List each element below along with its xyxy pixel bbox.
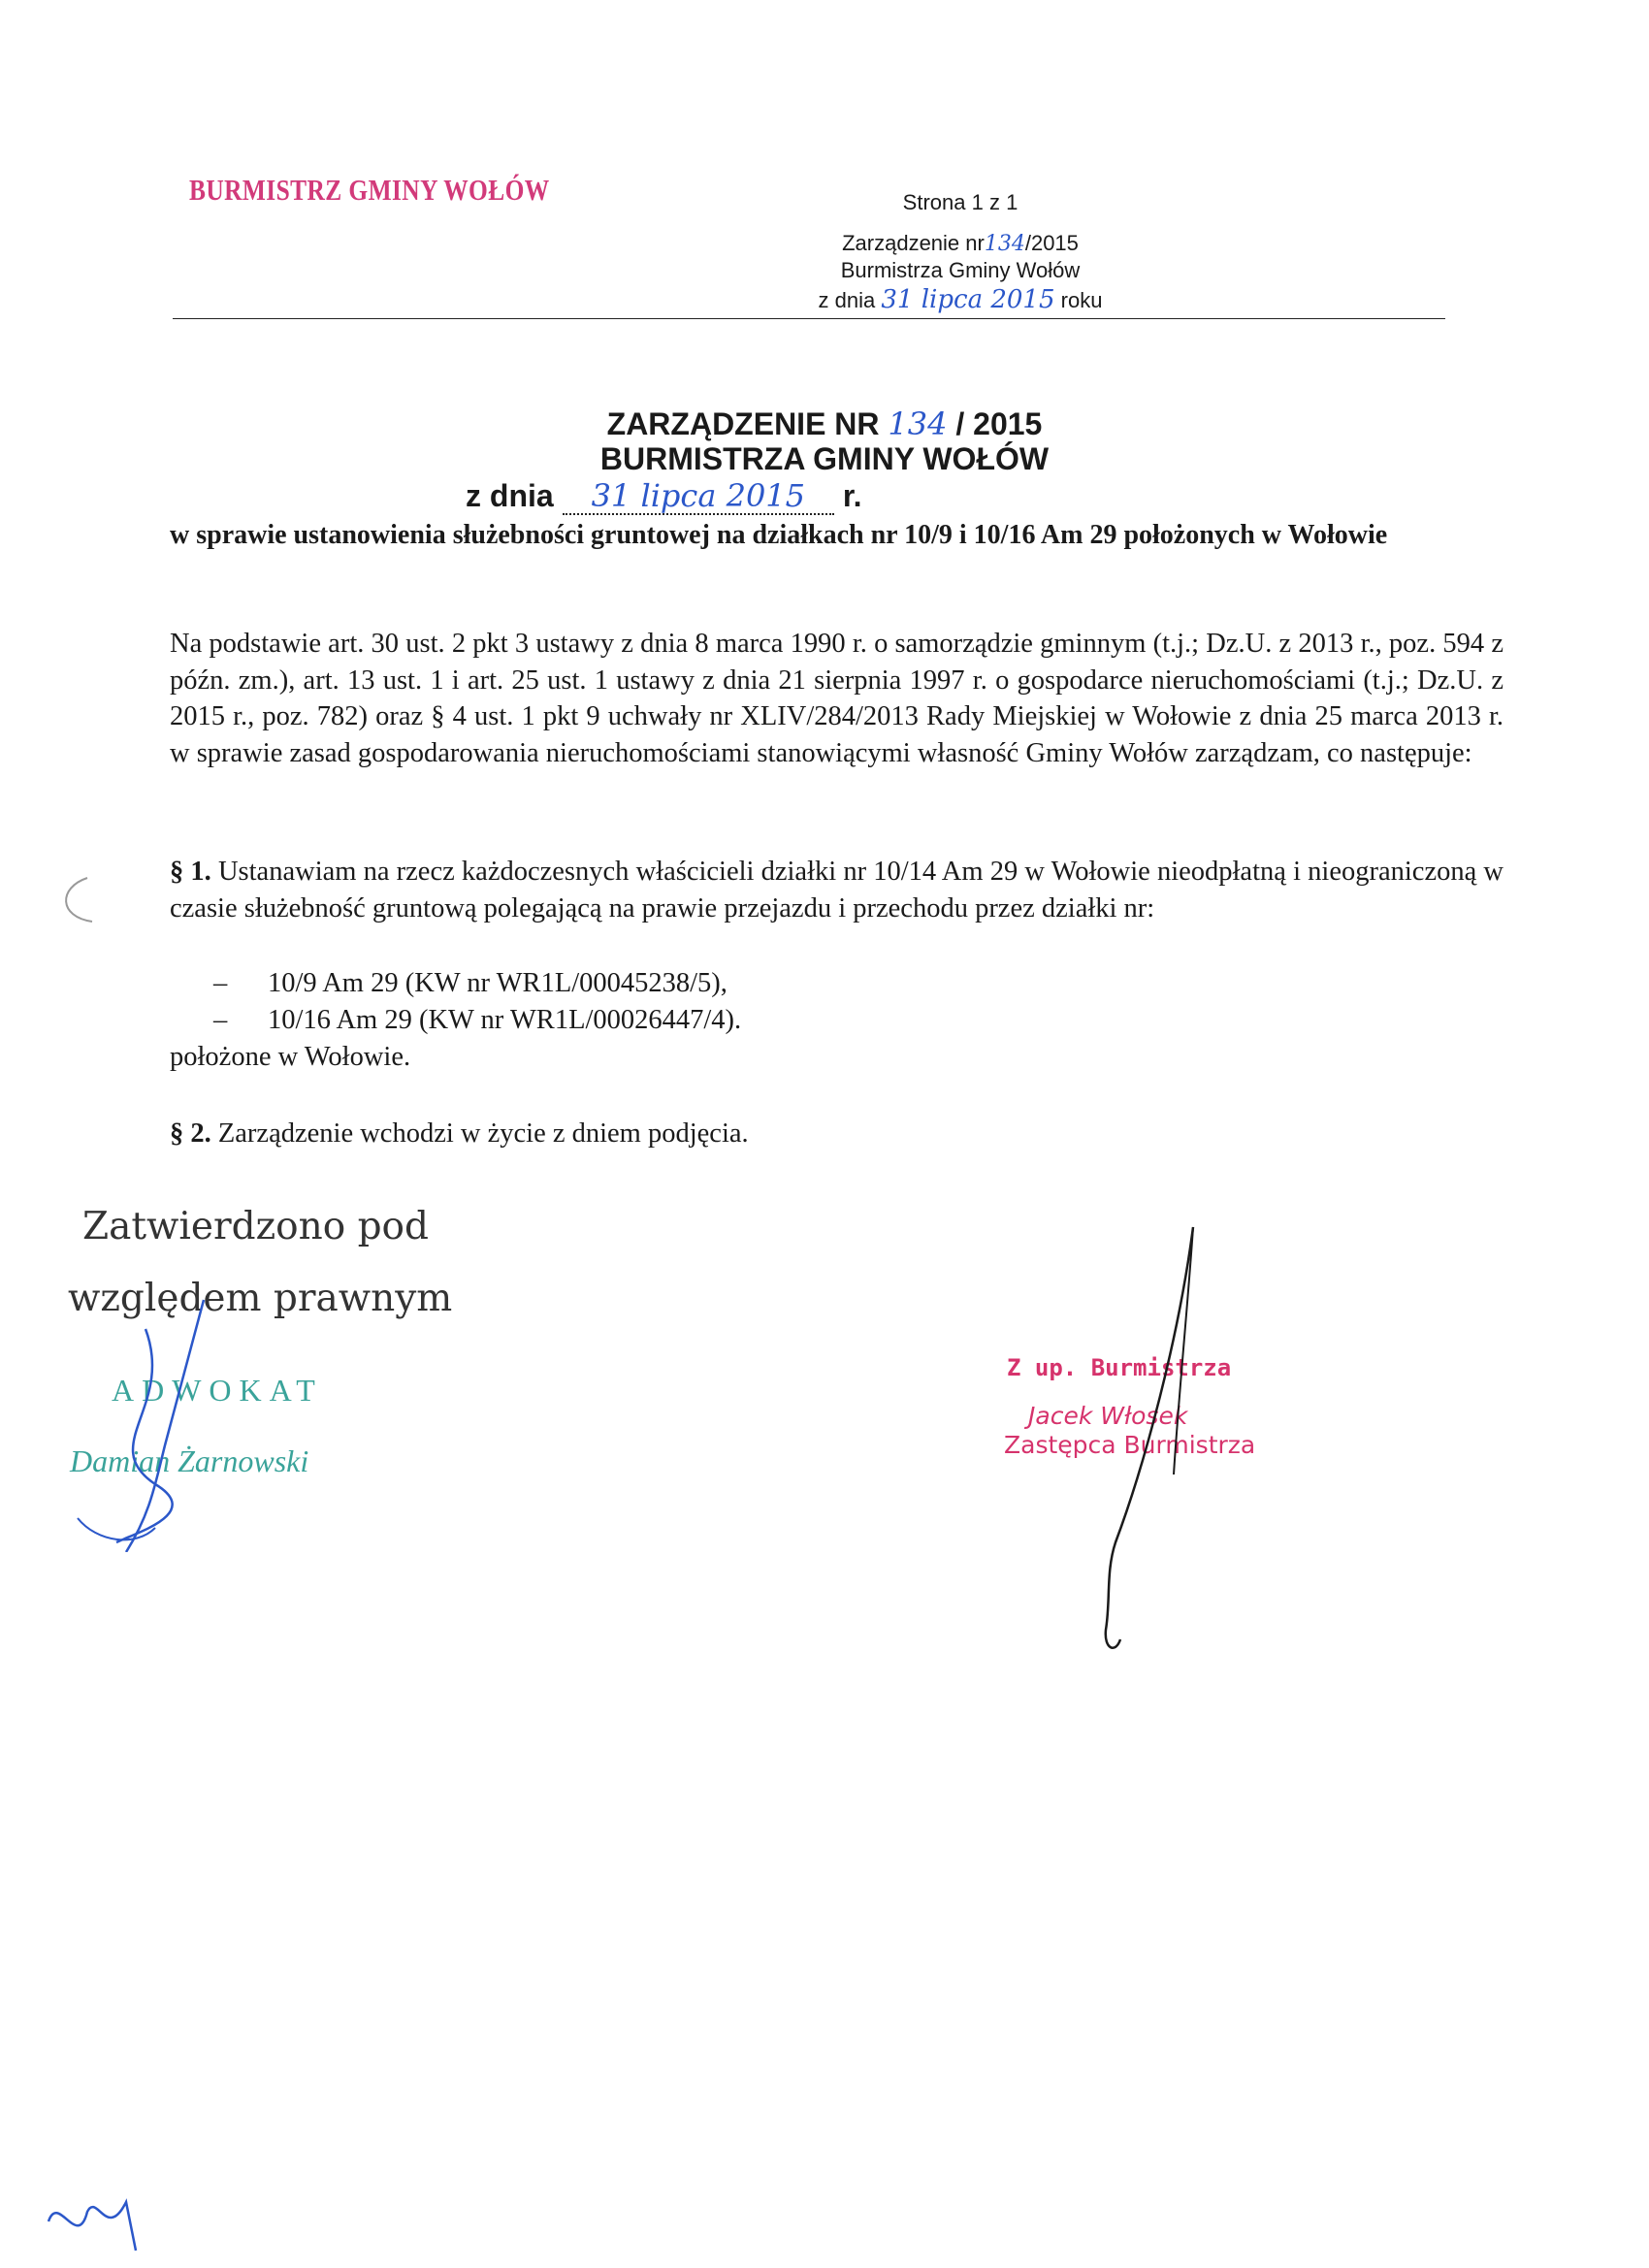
- section-2: [170, 1116, 1504, 1152]
- legal-basis: Na podstawie art. 30 ust. 2 pkt 3 ustawy z dnia 8 marca 1990 r. o samorządzie gminnym (t.j.; Dz.U. z 2013 r., poz. 594 z późn. zm.), art. 13 ust. 1 i art. 25 ust. 1 ustawy z dnia 21 sierpnia 1997 r. o gospodarce nieruchomościami (t.j.; Dz.U. z 2015 r., poz. 782) oraz § 4 ust. 1 pkt 9 uchwały nr XLIV/284/2013 Rady Miejskiej w Wołowie z dnia 25 marca 2013 r. w sprawie zasad gospodarowania nieruchomościami stanowiącymi własność Gminy Wołów zarządzam, co następuje:: [170, 629, 1504, 768]
- punch-hole-mark: [53, 873, 102, 931]
- header-date-suffix: roku: [1060, 288, 1103, 312]
- ordinance-prefix: Zarządzenie nr: [842, 231, 985, 255]
- list-item: – 10/9 Am 29 (KW nr WR1L/00045238/5),: [213, 968, 728, 998]
- mayor-stamp-line-1: Z up. Burmistrza: [1007, 1354, 1232, 1381]
- ordinance-subject: w sprawie ustanowienia służebności gruntowej na działkach nr 10/9 i 10/16 Am 29 położonych w Wołowie: [170, 520, 1388, 550]
- title-date-line: [466, 477, 1164, 514]
- issuer-line: Burmistrza Gminy Wołów: [840, 258, 1081, 282]
- title-issuer: BURMISTRZA GMINY WOŁÓW: [599, 441, 1050, 476]
- approval-line-1: Zatwierdzono pod: [82, 1205, 429, 1248]
- header-date-prefix: z dnia: [818, 288, 876, 312]
- issuer-stamp: BURMISTRZ GMINY WOŁÓW: [189, 173, 550, 207]
- section-2-text: Zarządzenie wchodzi w życie z dniem podjęcia.: [217, 1118, 749, 1149]
- title-number-handwritten: 134: [888, 405, 948, 442]
- title-prefix: ZARZĄDZENIE NR: [606, 406, 880, 441]
- lawyer-title: ADWOKAT: [112, 1373, 323, 1408]
- page-counter: Strona 1 z 1: [902, 190, 1018, 214]
- section-1: [170, 854, 1504, 926]
- header-date-line: [592, 285, 1329, 314]
- ordinance-suffix: /2015: [1024, 231, 1079, 255]
- header-rule: [173, 318, 1445, 319]
- section-2-label: § 2.: [170, 1118, 211, 1149]
- section-1-closing: położone w Wołowie.: [170, 1042, 411, 1072]
- approval-line-2: względem prawnym: [68, 1277, 453, 1320]
- mayor-stamp-line-2: Jacek Włosek: [1028, 1402, 1188, 1430]
- section-1-label: § 1.: [170, 857, 211, 887]
- lawyer-name: Damian Żarnowski: [70, 1443, 309, 1478]
- title-date-handwritten: 31 lipca 2015: [591, 477, 806, 514]
- ordinance-header-line: [592, 231, 1329, 256]
- title-date-field: [563, 478, 834, 515]
- margin-handwriting: [39, 2192, 155, 2260]
- list-item: – 10/16 Am 29 (KW nr WR1L/00026447/4).: [213, 1005, 742, 1035]
- title-date-suffix: r.: [842, 478, 862, 513]
- ordinance-title: [388, 405, 1261, 442]
- section-1-text: Ustanawiam na rzecz każdoczesnych właścicieli działki nr 10/14 Am 29 w Wołowie nieodpłatną i nieograniczoną w czasie służebność gruntową polegającą na prawie przejazdu i przechodu przez działki nr:: [170, 857, 1504, 923]
- mayor-signature: [1086, 1222, 1203, 1659]
- ordinance-number-handwritten: 134: [984, 232, 1025, 256]
- title-date-prefix: z dnia: [466, 478, 554, 513]
- lawyer-signature: [58, 1290, 291, 1552]
- mayor-stamp-line-3: Zastępca Burmistrza: [1004, 1431, 1256, 1459]
- title-suffix: / 2015: [955, 406, 1043, 441]
- header-date-handwritten: 31 lipca 2015: [881, 285, 1055, 314]
